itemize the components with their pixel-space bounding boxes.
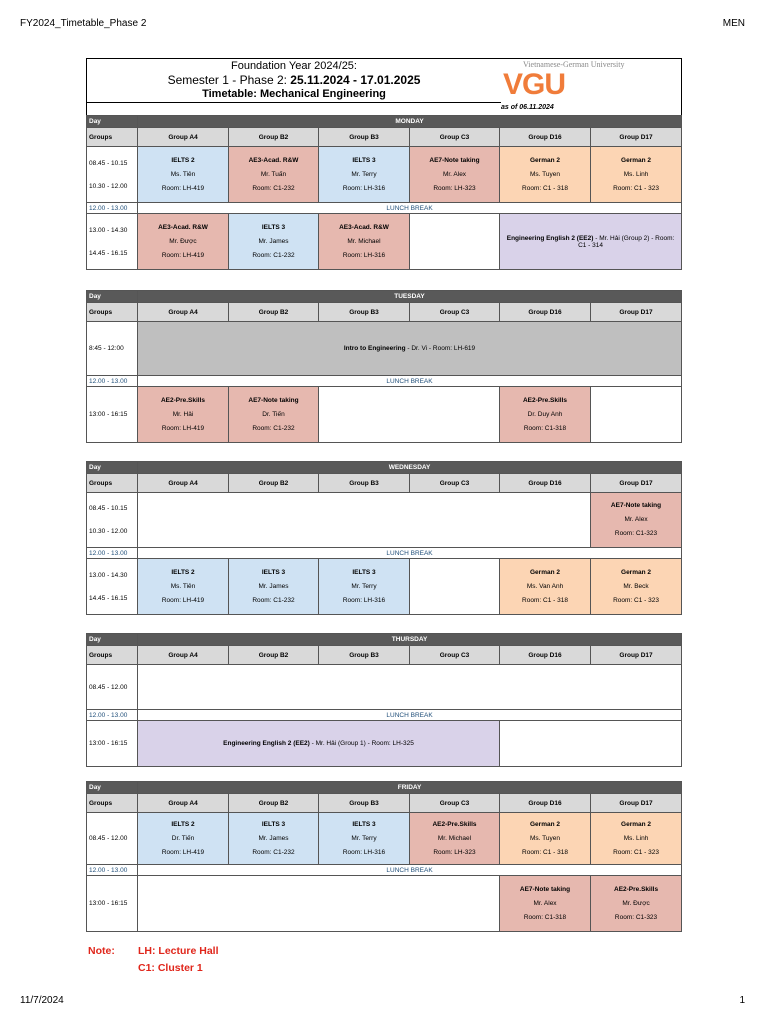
day-label: Day <box>87 462 138 474</box>
course: IELTS 3 <box>261 568 286 576</box>
vgu-logo <box>501 60 681 102</box>
course: German 2 <box>621 568 652 576</box>
friday-table <box>86 781 682 932</box>
room: Room: LH-323 <box>433 848 476 856</box>
class-cell <box>500 147 591 203</box>
teacher: Mr. Terry <box>351 582 377 590</box>
course-details: - Mr. Hải (Group 1) - Room: LH-325 <box>309 740 414 747</box>
course: Engineering English 2 (EE2) <box>506 234 594 242</box>
group-b2: Group B2 <box>229 474 319 493</box>
lunch-row <box>87 865 682 876</box>
groups-label: Groups <box>87 794 138 813</box>
course: German 2 <box>621 156 652 164</box>
teacher: Ms. Tiên <box>170 170 196 178</box>
group-c3: Group C3 <box>410 474 500 493</box>
lunch-time: 12.00 - 13.00 <box>87 710 138 721</box>
groups-row <box>87 474 682 493</box>
group-d16: Group D16 <box>500 474 591 493</box>
room: Room: LH-316 <box>342 848 386 856</box>
groups-label: Groups <box>87 646 138 665</box>
room: Room: LH-419 <box>161 848 205 856</box>
groups-row <box>87 128 682 147</box>
room: Room: C1-318 <box>523 424 567 432</box>
group-b2: Group B2 <box>229 794 319 813</box>
time-start: 13.00 - 14.30 <box>89 226 128 234</box>
page-header-left: FY2024_Timetable_Phase 2 <box>20 18 147 29</box>
group-b3: Group B3 <box>319 303 410 322</box>
wednesday-table <box>86 461 682 615</box>
class-cell <box>229 559 319 615</box>
time-start: 13.00 - 14.30 <box>89 571 128 579</box>
class-cell <box>229 147 319 203</box>
group-b2: Group B2 <box>229 128 319 147</box>
group-a4: Group A4 <box>138 794 229 813</box>
time-slot <box>87 147 138 203</box>
title-line-1: Foundation Year 2024/25: <box>230 60 357 72</box>
empty-cell <box>138 665 682 710</box>
teacher: Mr. Được <box>169 237 197 245</box>
afternoon-row <box>87 559 682 615</box>
course: AE2-Pre.Skills <box>522 396 568 404</box>
teacher: Mr. Alex <box>533 899 557 907</box>
time-slot <box>87 214 138 270</box>
empty-cell <box>138 876 500 932</box>
room: Room: C1-323 <box>614 913 658 921</box>
room: Room: LH-316 <box>342 251 386 259</box>
logo-university-name: Vietnamese-German University <box>523 60 625 69</box>
day-name: MONDAY <box>138 116 682 128</box>
afternoon-row <box>87 387 682 443</box>
room: Room: C1-232 <box>252 251 295 259</box>
room: Room: C1-323 <box>614 530 658 537</box>
class-cell <box>138 147 229 203</box>
title-text <box>87 59 501 100</box>
course: IELTS 3 <box>261 820 286 828</box>
lunch-row <box>87 548 682 559</box>
room: Room: C1 - 318 <box>522 596 568 604</box>
group-d16: Group D16 <box>500 794 591 813</box>
lunch-break: LUNCH BREAK <box>138 376 682 387</box>
title-box <box>86 58 682 116</box>
group-d17: Group D17 <box>591 646 682 665</box>
teacher: Ms. Tiên <box>170 582 196 590</box>
lunch-time: 12.00 - 13.00 <box>87 548 138 559</box>
time-slot: 13:00 - 16:15 <box>87 876 138 932</box>
room: Room: C1-232 <box>252 424 295 432</box>
groups-label: Groups <box>87 474 138 493</box>
thursday-table <box>86 633 682 767</box>
day-name: WEDNESDAY <box>138 462 682 474</box>
course: IELTS 2 <box>171 820 195 828</box>
class-cell <box>500 559 591 615</box>
page-footer-date: 11/7/2024 <box>20 995 64 1006</box>
group-b3: Group B3 <box>319 474 410 493</box>
course: German 2 <box>530 156 560 164</box>
empty-cell <box>410 214 500 270</box>
logo-wordmark: VGU <box>503 68 566 101</box>
lunch-time: 12.00 - 13.00 <box>87 865 138 876</box>
room: Room: C1 - 323 <box>613 848 659 856</box>
group-a4: Group A4 <box>138 646 229 665</box>
day-name: FRIDAY <box>138 782 682 794</box>
course: IELTS 2 <box>171 568 195 576</box>
class-cell <box>591 493 682 548</box>
teacher: Ms. Tuyen <box>530 834 560 842</box>
lunch-time: 12.00 - 13.00 <box>87 203 138 214</box>
course: AE7-Note taking <box>610 502 662 509</box>
group-d17: Group D17 <box>591 794 682 813</box>
group-c3: Group C3 <box>410 128 500 147</box>
class-cell <box>138 387 229 443</box>
course: IELTS 3 <box>352 156 376 164</box>
group-b3: Group B3 <box>319 128 410 147</box>
course: German 2 <box>530 568 560 576</box>
course: AE3-Acad. R&W <box>248 156 299 164</box>
empty-cell <box>410 559 500 615</box>
group-d17: Group D17 <box>591 303 682 322</box>
day-label: Day <box>87 116 138 128</box>
page-number: 1 <box>739 995 745 1006</box>
group-a4: Group A4 <box>138 303 229 322</box>
class-cell <box>319 559 410 615</box>
groups-row <box>87 303 682 322</box>
room: Room: LH-419 <box>161 251 205 259</box>
class-cell <box>138 813 229 865</box>
time-slot: 08.45 - 12.00 <box>87 665 138 710</box>
group-d17: Group D17 <box>591 474 682 493</box>
class-cell <box>319 147 410 203</box>
room: Room: C1-232 <box>252 848 295 856</box>
course: AE2-Pre.Skills <box>614 885 659 893</box>
empty-cell <box>319 387 500 443</box>
class-cell <box>591 147 682 203</box>
room: Room: C1-318 <box>523 913 567 921</box>
time-slot <box>87 559 138 615</box>
as-of-date: as of 06.11.2024 <box>501 104 554 111</box>
groups-row <box>87 646 682 665</box>
teacher: Mr. James <box>258 237 289 245</box>
class-cell <box>138 214 229 270</box>
class-cell <box>410 147 500 203</box>
teacher: Ms. Linh <box>623 834 649 842</box>
empty-cell <box>591 387 682 443</box>
monday-table <box>86 115 682 270</box>
course: AE7-Note taking <box>248 396 299 404</box>
course: IELTS 3 <box>352 820 376 828</box>
day-row <box>87 462 682 474</box>
teacher: Ms. Linh <box>623 170 649 178</box>
group-c3: Group C3 <box>410 794 500 813</box>
course: German 2 <box>530 820 560 828</box>
teacher: Mr. James <box>258 582 289 590</box>
class-cell <box>591 813 682 865</box>
class-cell <box>500 387 591 443</box>
time-end: 10.30 - 12.00 <box>89 528 128 535</box>
teacher: Mr. James <box>258 834 289 842</box>
teacher: Dr. Tiến <box>171 834 195 842</box>
morning-row <box>87 147 682 203</box>
class-cell <box>500 876 591 932</box>
class-cell <box>319 813 410 865</box>
group-a4: Group A4 <box>138 128 229 147</box>
title-dates: 25.11.2024 - 17.01.2025 <box>290 73 421 87</box>
class-cell <box>229 214 319 270</box>
title-line-2 <box>87 73 501 87</box>
teacher: Mr. Hải <box>172 410 194 418</box>
course: AE7-Note taking <box>429 156 480 164</box>
course: IELTS 3 <box>261 223 286 231</box>
course: AE3-Acad. R&W <box>158 223 208 231</box>
teacher: Mr. Beck <box>623 582 649 590</box>
lunch-row <box>87 376 682 387</box>
title-divider <box>87 102 501 103</box>
course: German 2 <box>621 820 652 828</box>
teacher: Mr. Michael <box>437 834 472 842</box>
course: AE2-Pre.Skills <box>432 820 477 828</box>
lunch-break: LUNCH BREAK <box>138 865 682 876</box>
groups-row <box>87 794 682 813</box>
class-cell <box>591 876 682 932</box>
empty-cell <box>500 721 682 767</box>
class-cell <box>229 387 319 443</box>
class-cell <box>229 813 319 865</box>
room: Room: C1 - 323 <box>613 184 659 192</box>
course-details: - Dr. Vi - Room: LH-619 <box>405 345 476 352</box>
teacher: Mr. Được <box>622 899 650 907</box>
group-b3: Group B3 <box>319 794 410 813</box>
teacher: Mr. Michael <box>347 237 381 245</box>
course: Intro to Engineering <box>343 345 406 352</box>
ee2-cell <box>500 214 682 270</box>
lunch-break: LUNCH BREAK <box>138 548 682 559</box>
class-cell <box>138 559 229 615</box>
group-c3: Group C3 <box>410 646 500 665</box>
group-b3: Group B3 <box>319 646 410 665</box>
time-end: 10.30 - 12.00 <box>89 182 128 190</box>
group-d16: Group D16 <box>500 303 591 322</box>
group-a4: Group A4 <box>138 474 229 493</box>
course: Engineering English 2 (EE2) <box>223 740 310 747</box>
time-end: 14.45 - 16.15 <box>89 594 128 602</box>
time-start: 08.45 - 10.15 <box>89 505 128 512</box>
class-cell <box>410 813 500 865</box>
lunch-break: LUNCH BREAK <box>138 203 682 214</box>
group-d16: Group D16 <box>500 128 591 147</box>
groups-label: Groups <box>87 128 138 147</box>
title-line-3: Timetable: Mechanical Engineering <box>202 88 386 100</box>
morning-row <box>87 813 682 865</box>
time-end: 14.45 - 16.15 <box>89 249 128 257</box>
course: IELTS 2 <box>171 156 195 164</box>
afternoon-row <box>87 721 682 767</box>
group-d17: Group D17 <box>591 128 682 147</box>
tuesday-table <box>86 290 682 443</box>
room: Room: LH-316 <box>342 184 386 192</box>
day-label: Day <box>87 782 138 794</box>
day-row <box>87 291 682 303</box>
teacher: Mr. Tuấn <box>260 170 287 178</box>
class-cell <box>500 813 591 865</box>
day-name: TUESDAY <box>138 291 682 303</box>
ee2-cell <box>138 721 500 767</box>
room: Room: C1-232 <box>252 596 295 604</box>
group-c3: Group C3 <box>410 303 500 322</box>
note-cluster: C1: Cluster 1 <box>138 962 203 974</box>
time-slot: 8:45 - 12:00 <box>87 322 138 376</box>
time-slot: 08.45 - 12.00 <box>87 813 138 865</box>
afternoon-row <box>87 214 682 270</box>
room: Room: C1-232 <box>252 184 295 192</box>
group-b2: Group B2 <box>229 303 319 322</box>
group-b2: Group B2 <box>229 646 319 665</box>
day-row <box>87 116 682 128</box>
time-slot <box>87 493 138 548</box>
room: Room: LH-419 <box>161 596 205 604</box>
course: AE2-Pre.Skills <box>160 396 206 404</box>
time-slot: 13:00 - 16:15 <box>87 721 138 767</box>
room: Room: LH-419 <box>161 424 205 432</box>
course: AE3-Acad. R&W <box>339 223 389 231</box>
title-semester: Semester 1 - Phase 2: <box>167 73 291 87</box>
class-cell <box>319 214 410 270</box>
groups-label: Groups <box>87 303 138 322</box>
morning-row <box>87 493 682 548</box>
course-details: - Mr. Hải (Group 2) - Room: C1 - 314 <box>578 234 675 249</box>
course: AE7-Note taking <box>519 885 571 893</box>
teacher: Dr. Duy Anh <box>527 410 563 418</box>
course: IELTS 3 <box>352 568 376 576</box>
room: Room: C1 - 318 <box>522 848 568 856</box>
lunch-row <box>87 203 682 214</box>
room: Room: C1 - 323 <box>613 596 659 604</box>
note-label: Note: <box>88 945 115 957</box>
empty-cell <box>138 493 591 548</box>
day-label: Day <box>87 291 138 303</box>
room: Room: C1 - 318 <box>522 184 568 192</box>
day-label: Day <box>87 634 138 646</box>
morning-row <box>87 322 682 376</box>
room: Room: LH-323 <box>433 184 476 192</box>
lunch-row <box>87 710 682 721</box>
day-name: THURSDAY <box>138 634 682 646</box>
page-header-right: MEN <box>722 18 745 29</box>
lunch-time: 12.00 - 13.00 <box>87 376 138 387</box>
day-row <box>87 634 682 646</box>
room: Room: LH-316 <box>342 596 386 604</box>
teacher: Ms. Van Anh <box>526 582 564 590</box>
group-d16: Group D16 <box>500 646 591 665</box>
room: Room: LH-419 <box>161 184 205 192</box>
note-lecture-hall: LH: Lecture Hall <box>138 945 219 957</box>
lunch-break: LUNCH BREAK <box>138 710 682 721</box>
teacher: Mr. Alex <box>624 516 648 523</box>
teacher: Dr. Tiến <box>262 410 285 418</box>
time-start: 08.45 - 10.15 <box>89 159 128 167</box>
teacher: Ms. Tuyen <box>530 170 560 178</box>
teacher: Mr. Terry <box>351 834 377 842</box>
morning-row <box>87 665 682 710</box>
day-row <box>87 782 682 794</box>
teacher: Mr. Terry <box>351 170 377 178</box>
class-cell <box>591 559 682 615</box>
teacher: Mr. Alex <box>442 170 467 178</box>
afternoon-row <box>87 876 682 932</box>
time-slot: 13:00 - 16:15 <box>87 387 138 443</box>
intro-engineering-cell <box>138 322 682 376</box>
